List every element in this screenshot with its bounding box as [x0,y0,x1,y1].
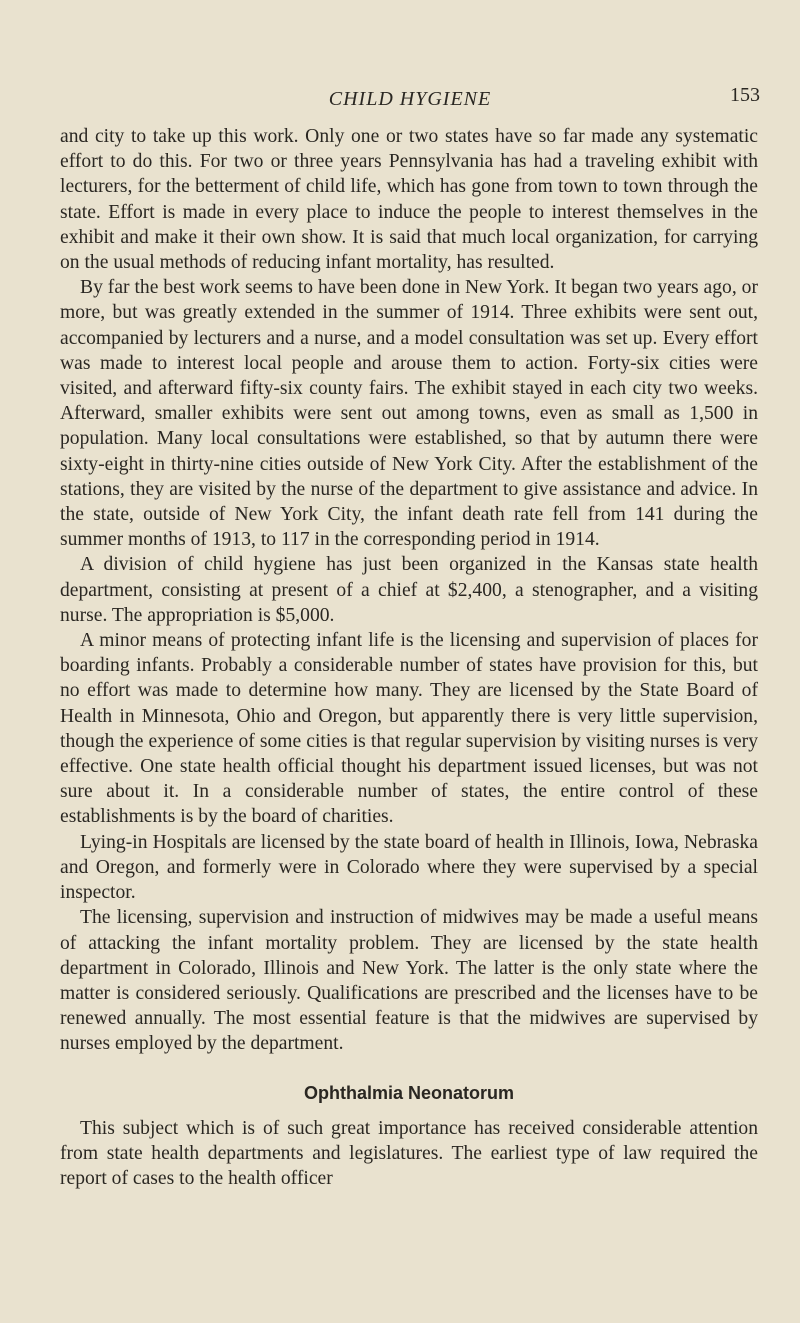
paragraph-midwives: The licensing, supervision and instruction of midwives may be made a useful means of attacking the infant mortality problem. They are licensed by the state health department in Colorado, Illinois and New York. The latter is the only state where the matter is considered seriously. Qualifications are prescribed and the licenses have to be renewed annually. The most essential feature is that the midwives are supervised by nurses employed by the department. [60,907,758,1055]
running-title: CHILD HYGIENE [328,88,492,110]
paragraph-continued: and city to take up this work. Only one or two states have so far made any systematic effort to do this. For two or three years Pennsylvania has had a traveling exhibit with lecturers, for the betterment of child life, which has gone from town to town through the state. Effort is made in every place to induce the people to interest themselves in the exhibit and make it their own show. It is said that much local organization, for carrying on the usual methods of reducing infant mortality, has resulted. [60,126,758,274]
paragraph-kansas: A division of child hygiene has just been organized in the Kansas state health department, consisting at present of a chief at $2,400, a stenographer, and a visiting nurse. The appropriation is $5,000. [60,554,758,626]
section-heading: Ophthalmia Neonatorum [303,1082,514,1103]
paragraph-boarding-infants: A minor means of protecting infant life is the licensing and supervision of places for boarding infants. Probably a considerable number of states have provision for this, but no effort was made to determine how many. They are licensed by the State Board of Health in Minnesota, Ohio and Oregon, but apparently there is very little supervision, though the experience of some cities is that regular supervision by visiting nurses is very effective. One state health official thought his department issued licenses, but was not sure about it. In a considerable number of states, the entire control of these establishments is by the board of charities. [60,630,758,828]
paragraph-ophthalmia: This subject which is of such great importance has received considerable attention from state health departments and legislatures. The earliest type of law required the report of cases to the health officer [60,1117,758,1190]
page-number: 153 [730,84,760,106]
paragraph-new-york: By far the best work seems to have been done in New York. It began two years ago, or more, but was greatly extended in the summer of 1914. Three exhibits were sent out, accompanied by lecturers and a nurse, and a model consultation was set up. Every effort was made to interest local people and arouse them to action. Forty-six cities were visited, and afterward fifty-six county fairs. The exhibit stayed in each city two weeks. Afterward, smaller exhibits were sent out among towns, even as small as 1,500 in population. Many local consultations were established, so that by autumn there were sixty-eight in thirty-nine cities outside of New York City. After the establishment of the stations, they are visited by the nurse of the department to give assistance and advice. In the state, outside of New York City, the infant death rate fell from 141 during the summer months of 1913, to 117 in the corresponding period in 1914. [60,277,758,551]
running-head [60,84,760,114]
body-text [60,124,758,1191]
paragraph-lying-in-hospitals: Lying-in Hospitals are licensed by the state board of health in Illinois, Iowa, Nebraska and Oregon, and formerly were in Colorado where they were supervised by a special inspector. [60,831,758,904]
